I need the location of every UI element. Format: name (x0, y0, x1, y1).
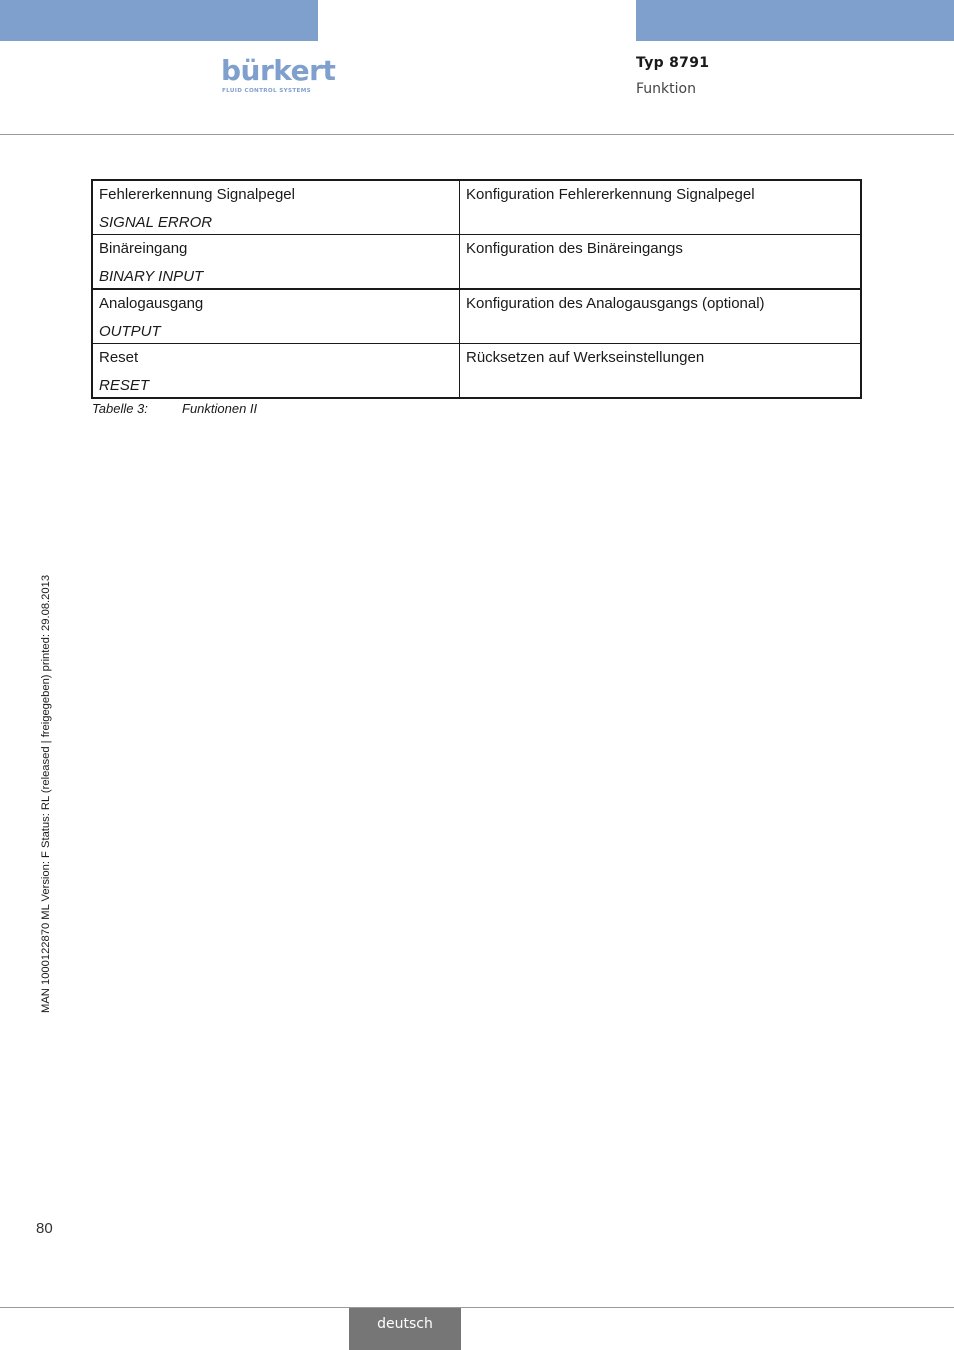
logo-subtitle: FLUID CONTROL SYSTEMS (222, 88, 312, 94)
table-caption (92, 401, 258, 416)
document-status-note: MAN 1000122870 ML Version: F Status: RL (released | freigegeben) printed: 29.08.2013 (40, 574, 52, 1013)
function-cell (92, 289, 460, 344)
caption-label: Tabelle 3: (92, 401, 148, 416)
product-title: Typ 8791 (636, 55, 710, 71)
table-row (92, 289, 861, 344)
header-divider (0, 134, 954, 135)
table-row (92, 180, 861, 235)
header-band-right (636, 0, 954, 41)
function-cell (92, 235, 460, 290)
menu-item-name: OUTPUT (99, 323, 161, 340)
function-description: Rücksetzen auf Werkseinstellungen (460, 344, 862, 399)
page-number: 80 (36, 1220, 53, 1237)
logo-wordmark: bürkert (221, 54, 336, 87)
function-cell (92, 180, 460, 235)
header-band-left (0, 0, 318, 41)
table-row (92, 344, 861, 399)
function-name: Binäreingang (99, 240, 188, 257)
function-cell (92, 344, 460, 399)
section-title: Funktion (636, 81, 696, 97)
buerkert-logo (221, 54, 336, 97)
menu-item-name: RESET (99, 377, 150, 394)
function-name: Analogausgang (99, 295, 204, 312)
table-row (92, 235, 861, 290)
function-description: Konfiguration des Binäreingangs (460, 235, 862, 290)
caption-title: Funktionen II (182, 401, 258, 416)
menu-item-name: SIGNAL ERROR (99, 214, 213, 231)
function-description: Konfiguration Fehlererkennung Signalpegel (460, 180, 862, 235)
footer-divider (0, 1307, 954, 1308)
function-description: Konfiguration des Analogausgangs (optional) (460, 289, 862, 344)
language-tab: deutsch (349, 1308, 461, 1350)
function-name: Fehlererkennung Signalpegel (99, 186, 295, 203)
functions-table (91, 179, 862, 399)
function-name: Reset (99, 349, 139, 366)
menu-item-name: BINARY INPUT (99, 268, 204, 285)
